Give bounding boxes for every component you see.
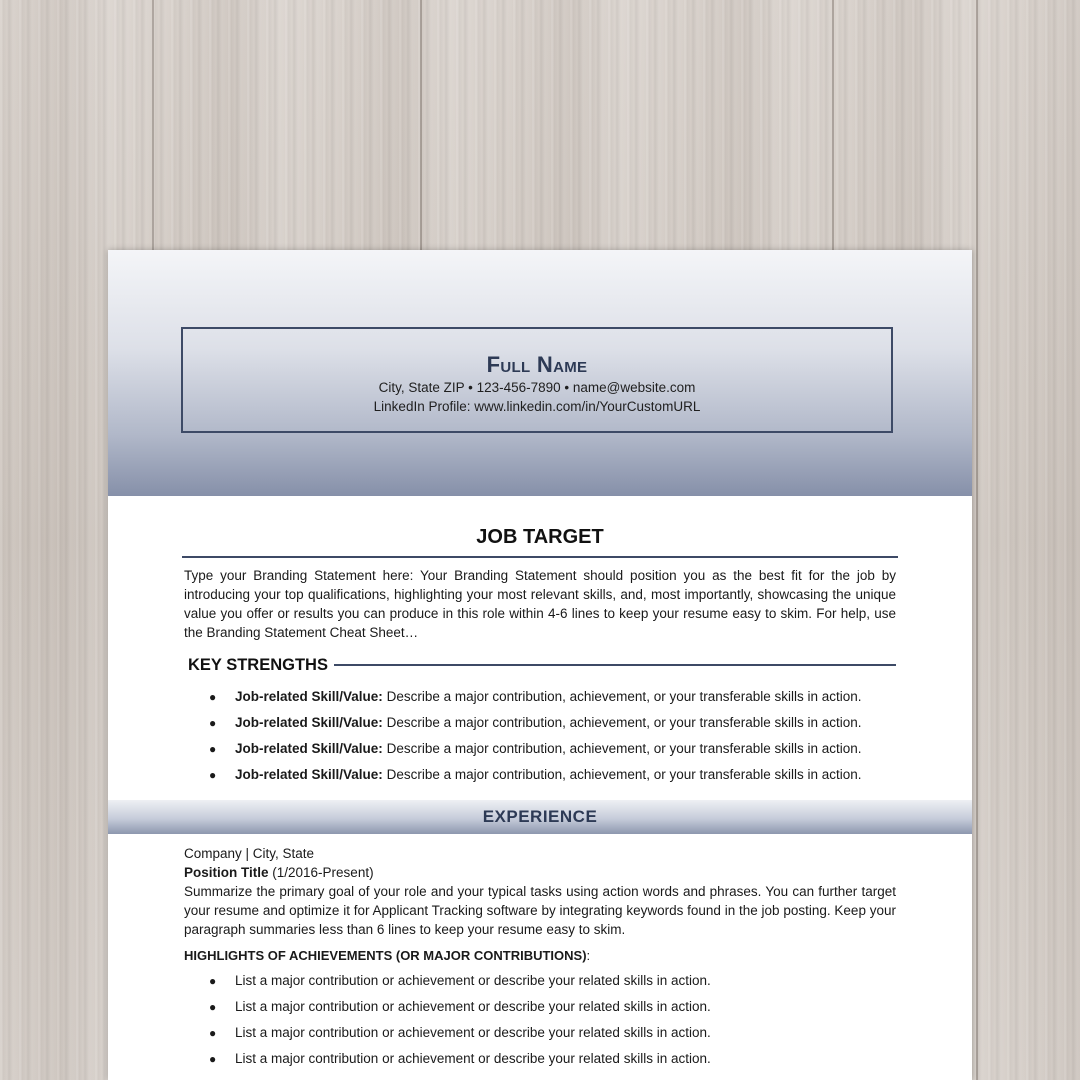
highlight-text: List a major contribution or achievement or describe your related skills in action. [235, 1025, 711, 1040]
strength-text: Describe a major contribution, achievement, or your transferable skills in action. [382, 689, 862, 704]
bullet-icon: ● [209, 716, 217, 730]
highlights-heading-line [184, 946, 896, 965]
company-line: Company | City, State [184, 846, 315, 861]
highlights-heading: HIGHLIGHTS OF ACHIEVEMENTS (OR MAJOR CONTRIBUTIONS) [184, 948, 587, 963]
position-title: Position Title [184, 865, 269, 880]
key-strengths-rule [334, 664, 896, 666]
strength-label: Job-related Skill/Value: [235, 741, 383, 756]
bullet-icon: ● [209, 742, 217, 756]
name-box [181, 327, 893, 433]
bullet-icon: ● [209, 1026, 217, 1040]
bullet-icon: ● [209, 1052, 217, 1066]
bullet-icon: ● [209, 974, 217, 988]
experience-entry [184, 844, 896, 965]
strength-label: Job-related Skill/Value: [235, 767, 383, 782]
full-name: Full Name [486, 352, 588, 377]
job-target-rule [182, 556, 898, 558]
resume-page [108, 250, 972, 1080]
bullet-icon: ● [209, 690, 217, 704]
position-dates: (1/2016-Present) [268, 865, 374, 880]
strength-label: Job-related Skill/Value: [235, 715, 383, 730]
experience-heading: EXPERIENCE [482, 807, 598, 826]
highlight-text: List a major contribution or achievement or describe your related skills in action. [235, 973, 711, 988]
strength-label: Job-related Skill/Value: [235, 689, 383, 704]
highlights-colon: : [586, 948, 591, 963]
linkedin-line: LinkedIn Profile: www.linkedin.com/in/YourCustomURL [373, 399, 701, 414]
bullet-icon: ● [209, 768, 217, 782]
experience-heading-band [108, 800, 972, 834]
highlight-text: List a major contribution or achievement or describe your related skills in action. [235, 999, 711, 1014]
strength-text: Describe a major contribution, achievement, or your transferable skills in action. [382, 767, 862, 782]
highlight-text: List a major contribution or achievement or describe your related skills in action. [235, 1051, 711, 1066]
strength-text: Describe a major contribution, achievement, or your transferable skills in action. [382, 715, 862, 730]
header-band [108, 250, 972, 496]
wood-plank-seam [976, 0, 978, 1080]
branding-statement: Type your Branding Statement here: Your Branding Statement should position you as the best fit for the job by introducing your top qualifications, highlighting your most relevant skills, and, most importantly, showcasing the unique value you offer or results you can produce in this role within 4-6 lines to keep your resume easy to skim. For help, use the Branding Statement Cheat Sheet… [184, 568, 896, 640]
contact-line: City, State ZIP • 123-456-7890 • name@website.com [378, 380, 696, 395]
job-target-heading: JOB TARGET [476, 526, 604, 548]
strength-text: Describe a major contribution, achievement, or your transferable skills in action. [382, 741, 862, 756]
key-strengths-header [188, 654, 896, 676]
bullet-icon: ● [209, 1000, 217, 1014]
key-strengths-heading: KEY STRENGTHS [188, 655, 328, 674]
position-line [184, 863, 896, 882]
role-summary: Summarize the primary goal of your role and your typical tasks using action words and phrases. You can further target your resume and optimize it for Applicant Tracking software by integrating keywords found in the job posting. Keep your paragraph summaries less than 6 lines to keep your resume easy to skim. [184, 884, 896, 937]
